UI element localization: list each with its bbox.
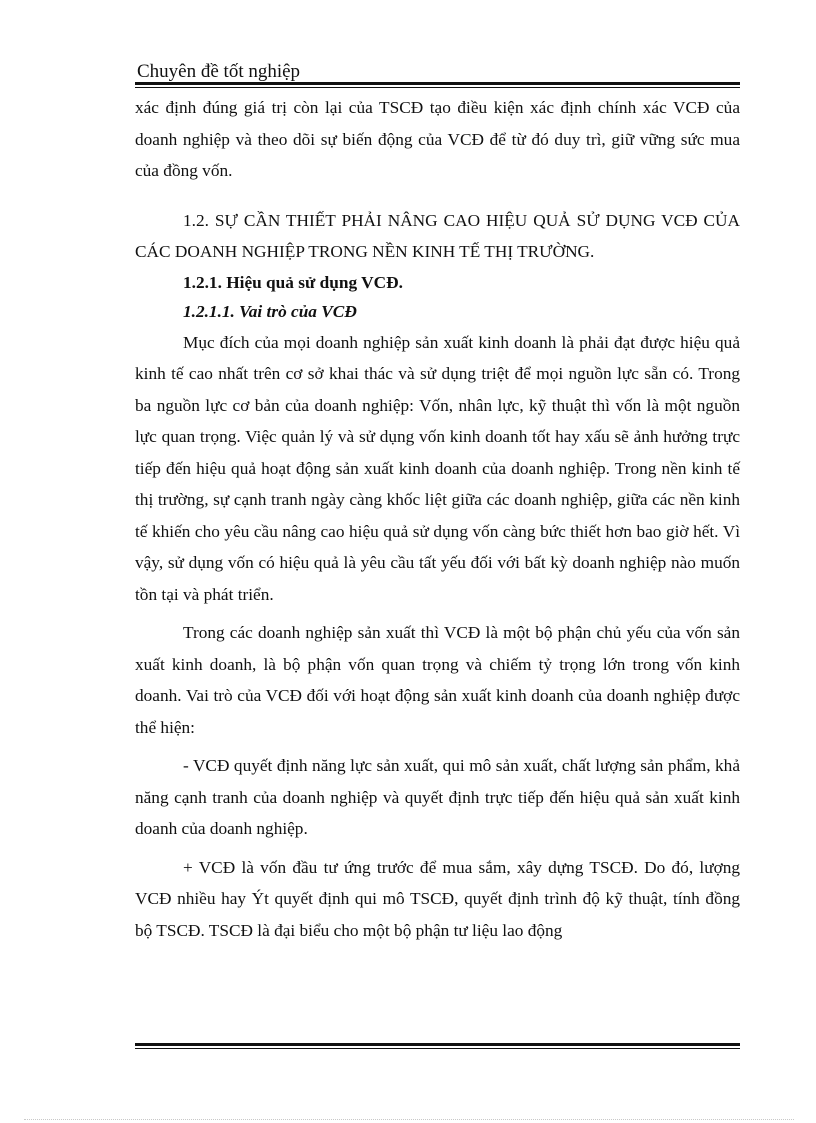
section-title: 1.2. SỰ CẦN THIẾT PHẢI NÂNG CAO HIỆU QUẢ SỬ DỤNG VCĐ CỦA CÁC DOANH NGHIỆP TRONG NỀN KINH TẾ THỊ TRƯỜNG. <box>135 210 740 261</box>
paragraph-plus-item: + VCĐ là vốn đầu tư ứng trước để mua sắm, xây dựng TSCĐ. Do đó, lượng VCĐ nhiều hay Ýt quyết định qui mô TSCĐ, quyết định trình độ kỹ thuật, tính đồng bộ TSCĐ. TSCĐ là đại biểu cho một bộ phận tư liệu lao động <box>135 857 740 940</box>
subsubsection-title: 1.2.1.1. Vai trò của VCĐ <box>183 301 357 321</box>
header-title: Chuyên đề tốt nghiệp <box>137 61 301 82</box>
subsection-title: 1.2.1. Hiệu quả sử dụng VCĐ. <box>183 272 403 292</box>
footer-rule <box>135 1043 740 1049</box>
page-body <box>135 92 740 946</box>
paragraph-dash-item: - VCĐ quyết định năng lực sản xuất, qui mô sản xuất, chất lượng sản phẩm, khả năng cạnh tranh của doanh nghiệp và quyết định trực tiếp đến hiệu quả sản xuất kinh doanh của doanh nghiệp. <box>135 756 740 838</box>
paragraph-intro: xác định đúng giá trị còn lại của TSCĐ tạo điều kiện xác định chính xác VCĐ của doanh nghiệp và theo dõi sự biến động của VCĐ để từ đó duy trì, giữ vững sức mua của đồng vốn. <box>135 98 740 180</box>
paragraph-role: Mục đích của mọi doanh nghiệp sản xuất kinh doanh là phải đạt được hiệu quả kinh tế cao nhất trên cơ sở khai thác và sử dụng triệt để mọi nguồn lực sẵn có. Trong ba nguồn lực cơ bản của doanh nghiệp: Vốn, nhân lực, kỹ thuật thì vốn là một nguồn lực quan trọng. Việc quản lý và sử dụng vốn kinh doanh tốt hay xấu sẽ ảnh hưởng trực tiếp đến hiệu quả hoạt động sản xuất kinh doanh của doanh nghiệp. Trong nền kinh tế thị trường, sự cạnh tranh ngày càng khốc liệt giữa các doanh nghiệp, giữa các nền kinh tế khiến cho yêu cầu nâng cao hiệu quả sử dụng vốn càng bức thiết hơn bao giờ hết. Vì vậy, sử dụng vốn có hiệu quả là yêu cầu tất yếu đối với bất kỳ doanh nghiệp nào muốn tồn tại và phát triển. <box>135 332 740 604</box>
paragraph-vcd: Trong các doanh nghiệp sản xuất thì VCĐ là một bộ phận chủ yếu của vốn sản xuất kinh doanh, là bộ phận vốn quan trọng và chiếm tỷ trọng lớn trong vốn kinh doanh. Vai trò của VCĐ đối với hoạt động sản xuất kinh doanh của doanh nghiệp được thể hiện: <box>135 623 740 737</box>
header-rule <box>135 82 740 88</box>
page-edge-divider <box>24 1119 794 1120</box>
